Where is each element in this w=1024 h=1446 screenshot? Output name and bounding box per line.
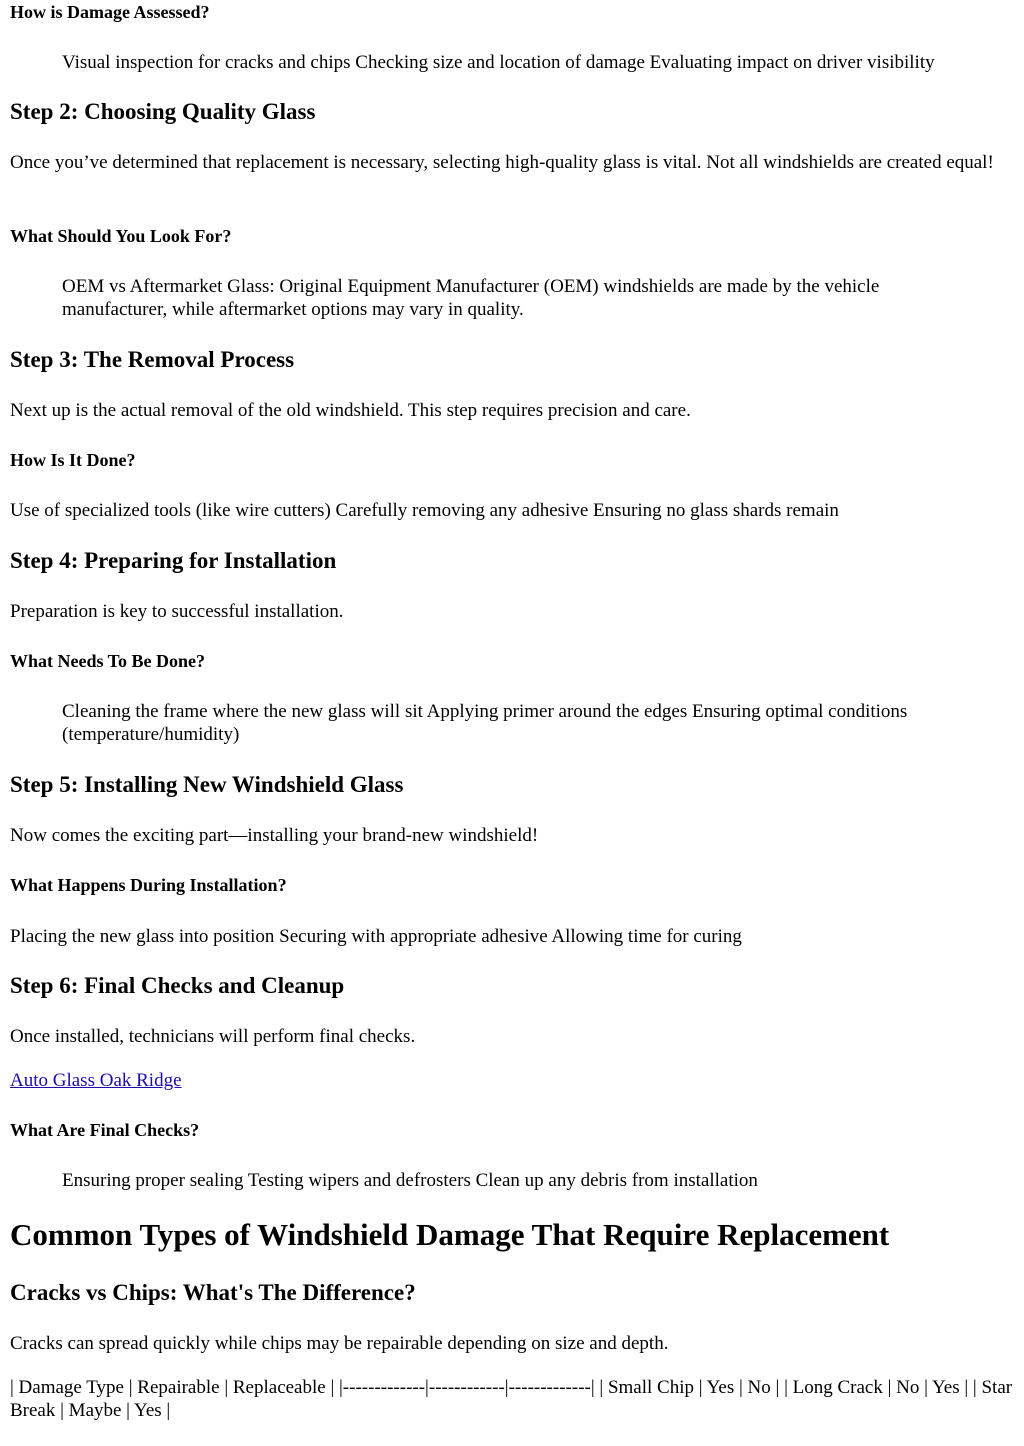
subheading-look-for: What Should You Look For? xyxy=(10,226,232,246)
subheading-final-checks: What Are Final Checks? xyxy=(10,1120,200,1140)
final-checks-list: Ensuring proper sealing Testing wipers and defrosters Clean up any debris from installation xyxy=(62,1170,758,1191)
damage-table-text: | Damage Type | Repairable | Replaceable | |-------------|------------|-------------| | Small Chip | Yes | No | | Long Crack | No | Yes | | Star Break | Maybe | Yes | xyxy=(10,1377,1013,1421)
during-install-text: Placing the new glass into position Securing with appropriate adhesive Allowing time for curing xyxy=(10,926,742,947)
step5-text: Now comes the exciting part—installing your brand-new windshield! xyxy=(10,825,539,846)
step4-text: Preparation is key to successful installation. xyxy=(10,601,344,622)
step4-heading: Step 4: Preparing for Installation xyxy=(10,548,337,573)
step6-heading: Step 6: Final Checks and Cleanup xyxy=(10,973,345,998)
cracks-text: Cracks can spread quickly while chips may be repairable depending on size and depth. xyxy=(10,1333,669,1354)
needs-done-list: Cleaning the frame where the new glass will sit Applying primer around the edges Ensuring optimal conditions (temperature/humidity) xyxy=(62,701,908,745)
how-done-text: Use of specialized tools (like wire cutters) Carefully removing any adhesive Ensuring no glass shards remain xyxy=(10,500,839,521)
step3-heading: Step 3: The Removal Process xyxy=(10,347,295,372)
cracks-vs-chips-heading: Cracks vs Chips: What's The Difference? xyxy=(10,1280,416,1305)
step3-text: Next up is the actual removal of the old windshield. This step requires precision and care. xyxy=(10,400,691,421)
step6-text: Once installed, technicians will perform final checks. xyxy=(10,1026,416,1047)
look-for-list: OEM vs Aftermarket Glass: Original Equipment Manufacturer (OEM) windshields are made by the vehicle manufacturer, while aftermarket options may vary in quality. xyxy=(62,276,880,320)
section-heading: Common Types of Windshield Damage That Require Replacement xyxy=(10,1217,890,1252)
step5-heading: Step 5: Installing New Windshield Glass xyxy=(10,772,404,797)
subheading-damage-assessed: How is Damage Assessed? xyxy=(10,2,210,22)
auto-glass-oak-ridge-link[interactable]: Auto Glass Oak Ridge xyxy=(10,1070,182,1091)
step2-heading: Step 2: Choosing Quality Glass xyxy=(10,99,316,124)
step2-text: Once you’ve determined that replacement is necessary, selecting high-quality glass is vital. Not all windshields are created equal! xyxy=(10,152,994,173)
subheading-during-install: What Happens During Installation? xyxy=(10,875,287,895)
subheading-how-done: How Is It Done? xyxy=(10,450,136,470)
damage-assessed-list: Visual inspection for cracks and chips Checking size and location of damage Evaluating impact on driver visibility xyxy=(62,52,935,73)
subheading-needs-done: What Needs To Be Done? xyxy=(10,651,206,671)
